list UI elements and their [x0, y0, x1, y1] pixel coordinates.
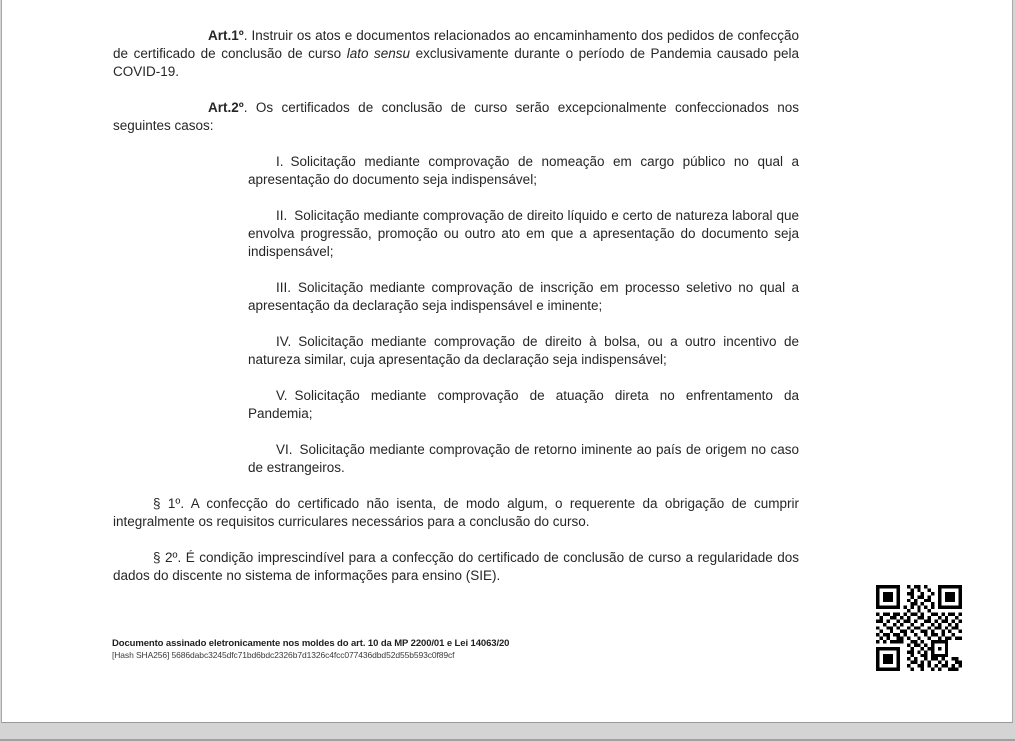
qr-code — [876, 585, 962, 671]
item-text: Solicitação mediante comprovação de nomeação em cargo público no qual a apresentação do documento seja indispensável; — [248, 154, 799, 187]
art1-text-before: . Instruir os atos e documentos relacionados ao encaminhamento dos pedidos de confecção de certificado de conclusão de curso — [113, 28, 799, 61]
paragraph-art1 — [113, 27, 799, 81]
item-numeral: I. — [276, 154, 284, 169]
list-item — [248, 207, 799, 261]
item-numeral: IV. — [276, 334, 292, 349]
item-text: Solicitação mediante comprovação de direito à bolsa, ou a outro incentivo de natureza similar, cuja apresentação da declaração seja indispensável; — [248, 334, 799, 367]
item-numeral: II. — [276, 208, 288, 223]
art1-label: Art.1º — [208, 28, 244, 43]
art2-text: . Os certificados de conclusão de curso serão excepcionalmente confeccionados nos seguintes casos: — [113, 100, 799, 133]
item-text: Solicitação mediante comprovação de direito líquido e certo de natureza laboral que envolva progressão, promoção ou outro ato em que a apresentação do documento seja indispensável; — [248, 208, 799, 259]
list-item — [248, 387, 799, 423]
item-text: Solicitação mediante comprovação de atuação direta no enfrentamento da Pandemia; — [248, 388, 799, 421]
hash-line: [Hash SHA256] 5686dabc3245dfc71bd6bdc2326b7d1326c4fcc077436dbd52d55b593c0f89cf — [112, 650, 455, 660]
item-numeral: VI. — [276, 442, 293, 457]
item-text: Solicitação mediante comprovação de inscrição em processo seletivo no qual a apresentação da declaração seja indispensável e iminente; — [248, 280, 799, 313]
item-numeral: V. — [276, 388, 288, 403]
paragraph-section — [113, 495, 799, 585]
art2-label: Art.2º — [208, 100, 244, 115]
paragraph-2: § 2º. É condição imprescindível para a confecção do certificado de conclusão de curso a regularidade dos dados do discente no sistema de informações para ensino (SIE). — [113, 550, 799, 583]
paragraph-art2 — [113, 99, 799, 135]
signature-footer — [112, 638, 509, 661]
document-body — [2, 0, 1012, 585]
paragraph-1: § 1º. A confecção do certificado não isenta, de modo algum, o requerente da obrigação de cumprir integralmente os requisitos curriculares necessários para a conclusão do curso. — [113, 496, 799, 529]
list-item — [248, 279, 799, 315]
document-page — [1, 0, 1013, 723]
list-item — [248, 153, 799, 189]
art1-italic-term: lato sensu — [346, 46, 411, 61]
item-numeral: III. — [276, 280, 292, 295]
item-text: Solicitação mediante comprovação de retorno iminente ao país de origem no caso de estrangeiros. — [248, 442, 799, 475]
list-item — [248, 333, 799, 369]
list-item — [248, 441, 799, 477]
roman-numeral-list — [248, 153, 799, 477]
signature-note: Documento assinado eletronicamente nos moldes do art. 10 da MP 2200/01 e Lei 14063/20 — [112, 638, 510, 649]
art1-text-after: exclusivamente durante o período de Pandemia causado pela COVID-19. — [113, 46, 800, 79]
